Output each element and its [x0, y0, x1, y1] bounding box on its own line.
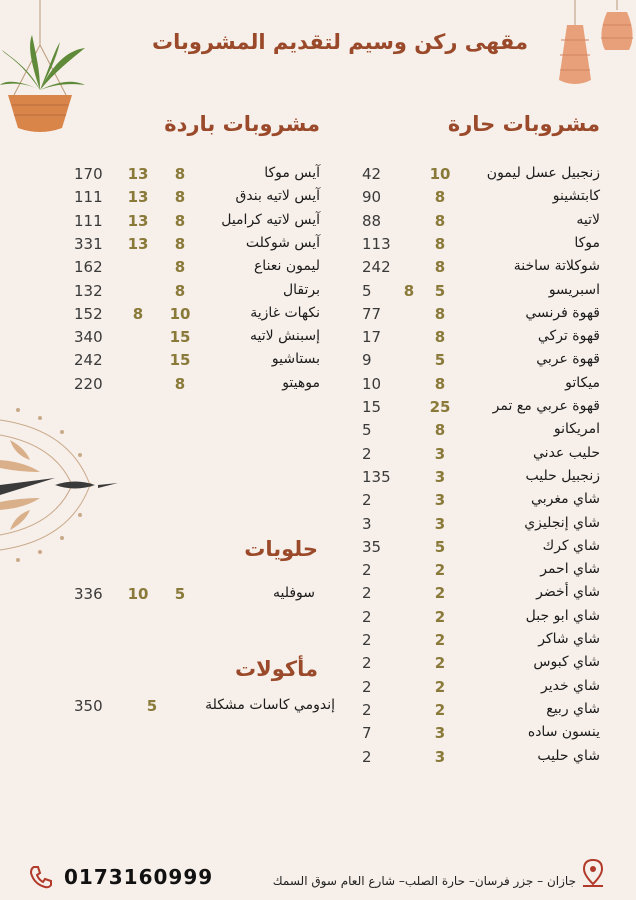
item-name: موكا	[574, 234, 600, 251]
item-name: شوكلاتة ساخنة	[513, 258, 600, 275]
item-price: 2	[362, 491, 372, 510]
item-name: شاي احمر	[540, 561, 600, 578]
item-price: 5	[362, 421, 372, 440]
item-quantity: 15	[169, 351, 191, 370]
item-price: 3	[362, 514, 372, 533]
item-quantity: 8	[174, 258, 186, 277]
menu-item-row	[0, 188, 636, 210]
item-price: 350	[74, 697, 103, 715]
item-quantity-secondary: 8	[132, 304, 144, 323]
item-price: 77	[362, 304, 382, 323]
item-quantity: 8	[174, 211, 186, 230]
item-price: 2	[362, 631, 372, 649]
item-price: 331	[74, 234, 103, 253]
item-name: كابتشينو	[552, 188, 600, 205]
item-quantity-secondary: 13	[127, 211, 149, 230]
location-pin-icon	[580, 858, 606, 888]
item-price: 2	[362, 561, 372, 580]
item-quantity: 8	[174, 374, 186, 393]
item-name: لاتيه	[576, 211, 600, 228]
item-name: شاي ابو جبل	[525, 607, 600, 624]
item-quantity: 8	[434, 421, 446, 440]
item-name: آيس شوكلت	[245, 234, 320, 251]
item-name: شاي إنجليزي	[524, 514, 600, 531]
address-text: جازان – جزر فرسان– حارة الصلب– شارع العام سوق السمك	[272, 874, 576, 888]
menu-item-row	[0, 305, 636, 327]
item-quantity-secondary: 8	[403, 281, 415, 300]
item-quantity: 8	[434, 234, 446, 253]
menu-item-row	[0, 608, 636, 630]
item-price: 90	[362, 188, 382, 207]
item-price: 42	[362, 165, 382, 183]
item-name: شاي ربيع	[546, 700, 600, 717]
item-price: 111	[74, 211, 103, 230]
item-name: شاي حليب	[537, 747, 600, 764]
menu-item-row	[0, 235, 636, 257]
hot-drinks-heading: مشروبات حارة	[447, 112, 600, 136]
item-name: حليب عدني	[533, 444, 600, 461]
page-title: مقهى ركن وسيم لتقديم المشروبات	[152, 30, 528, 54]
item-quantity: 10	[169, 304, 191, 323]
item-quantity: 5	[174, 585, 186, 603]
item-quantity: 2	[434, 654, 446, 673]
menu-item-row	[0, 538, 636, 560]
menu-item-row	[0, 748, 636, 770]
item-quantity: 8	[434, 304, 446, 323]
item-name: شاي أخضر	[536, 584, 600, 601]
menu-item-row	[0, 515, 636, 537]
item-name: آيس موكا	[264, 165, 320, 181]
item-name: اسبريسو	[548, 281, 600, 298]
menu-item-row	[0, 631, 636, 653]
item-price: 113	[362, 234, 391, 253]
item-name: قهوة فرنسي	[525, 304, 600, 321]
item-price: 242	[74, 351, 103, 370]
item-price: 2	[362, 584, 372, 603]
item-quantity: 5	[434, 281, 446, 300]
item-quantity: 8	[434, 374, 446, 393]
item-quantity: 3	[434, 491, 446, 510]
menu-item-row	[0, 282, 636, 304]
item-price: 15	[362, 398, 382, 416]
item-name: ينسون ساده	[527, 724, 600, 741]
item-quantity: 3	[434, 747, 446, 766]
item-price: 152	[74, 304, 103, 323]
item-name: برتقال	[282, 281, 320, 298]
item-price: 17	[362, 328, 382, 347]
phone-number: 0173160999	[64, 865, 214, 889]
item-quantity: 2	[434, 700, 446, 719]
item-quantity: 3	[434, 467, 446, 486]
item-name: قهوة عربي مع تمر	[492, 398, 600, 414]
item-quantity: 5	[434, 537, 446, 556]
item-price: 2	[362, 607, 372, 626]
item-quantity: 2	[434, 677, 446, 696]
menu-item-row	[0, 468, 636, 490]
item-price: 242	[362, 258, 391, 277]
item-name: بستاشيو	[271, 351, 320, 368]
cold-drinks-heading: مشروبات باردة	[164, 112, 320, 136]
item-quantity: 8	[434, 328, 446, 347]
menu-item-row	[0, 212, 636, 234]
item-price: 88	[362, 211, 382, 230]
menu-item-row	[0, 724, 636, 746]
item-price: 340	[74, 328, 103, 347]
item-price: 111	[74, 188, 103, 207]
menu-item-row	[0, 351, 636, 373]
item-name: آيس لاتيه بندق	[235, 188, 320, 205]
item-quantity: 8	[174, 281, 186, 300]
item-quantity-secondary: 13	[127, 188, 149, 207]
item-quantity: 8	[174, 165, 186, 183]
item-quantity: 2	[434, 631, 446, 649]
item-price: 170	[74, 165, 103, 183]
item-quantity: 2	[434, 561, 446, 580]
menu-item-row	[0, 654, 636, 676]
hanging-plant-icon	[0, 0, 90, 140]
phone-icon	[28, 864, 54, 890]
item-name: زنجبيل عسل ليمون	[486, 165, 600, 181]
item-price: 2	[362, 654, 372, 673]
item-quantity: 8	[434, 188, 446, 207]
item-name: موهيتو	[282, 374, 320, 391]
item-price: 7	[362, 724, 372, 743]
item-price: 336	[74, 585, 103, 603]
item-price: 2	[362, 747, 372, 766]
item-name: إسبنش لاتيه	[250, 328, 320, 345]
item-quantity: 2	[434, 607, 446, 626]
item-name: شاي مغربي	[531, 491, 600, 508]
item-name: شاي كرك	[542, 537, 600, 554]
item-price: 9	[362, 351, 372, 370]
item-quantity-secondary: 10	[127, 585, 149, 603]
item-name: شاي شاكر	[538, 631, 600, 647]
item-quantity: 5	[434, 351, 446, 370]
item-name: نكهات غازية	[250, 304, 320, 321]
item-price: 132	[74, 281, 103, 300]
item-name: إندومي كاسات مشكلة	[205, 697, 335, 713]
item-quantity: 3	[434, 724, 446, 743]
item-price: 2	[362, 677, 372, 696]
item-quantity: 8	[434, 211, 446, 230]
menu-item-row	[0, 585, 636, 607]
item-name: ليمون نعناع	[253, 258, 320, 275]
item-price: 135	[362, 467, 391, 486]
item-price: 2	[362, 700, 372, 719]
menu-item-row	[0, 165, 636, 187]
item-name: شاي كبوس	[533, 654, 600, 671]
item-quantity: 3	[434, 514, 446, 533]
item-price: 220	[74, 374, 103, 393]
item-quantity: 8	[434, 258, 446, 277]
menu-item-row	[0, 697, 636, 719]
item-name: ميكاتو	[565, 374, 600, 391]
menu-item-row	[0, 491, 636, 513]
item-price: 10	[362, 374, 382, 393]
item-price: 162	[74, 258, 103, 277]
item-quantity: 25	[429, 398, 451, 416]
item-price: 35	[362, 537, 382, 556]
item-quantity: 10	[429, 165, 451, 183]
item-quantity: 8	[174, 234, 186, 253]
menu-item-row	[0, 328, 636, 350]
item-quantity: 2	[434, 584, 446, 603]
item-quantity: 15	[169, 328, 191, 347]
item-quantity-secondary: 13	[127, 234, 149, 253]
item-name: سوفليه	[272, 585, 315, 601]
item-price: 2	[362, 444, 372, 463]
item-name: آيس لاتيه كراميل	[221, 211, 320, 228]
menu-item-row	[0, 398, 636, 420]
food-heading: مأكولات	[234, 657, 318, 681]
menu-item-row	[0, 421, 636, 443]
item-name: قهوة عربي	[536, 351, 600, 368]
menu-item-row	[0, 375, 636, 397]
item-name: قهوة تركي	[537, 328, 600, 345]
item-quantity: 5	[146, 697, 158, 715]
item-quantity: 3	[434, 444, 446, 463]
menu-item-row	[0, 258, 636, 280]
hanging-lamps-icon	[545, 0, 636, 95]
sweets-heading: حلويات	[244, 537, 318, 561]
item-quantity-secondary: 13	[127, 165, 149, 183]
item-quantity: 8	[174, 188, 186, 207]
menu-item-row	[0, 445, 636, 467]
item-price: 5	[362, 281, 372, 300]
item-name: امريكانو	[553, 421, 600, 438]
item-name: زنجبيل حليب	[525, 467, 600, 484]
menu-item-row	[0, 561, 636, 583]
item-name: شاي خدير	[540, 677, 600, 694]
